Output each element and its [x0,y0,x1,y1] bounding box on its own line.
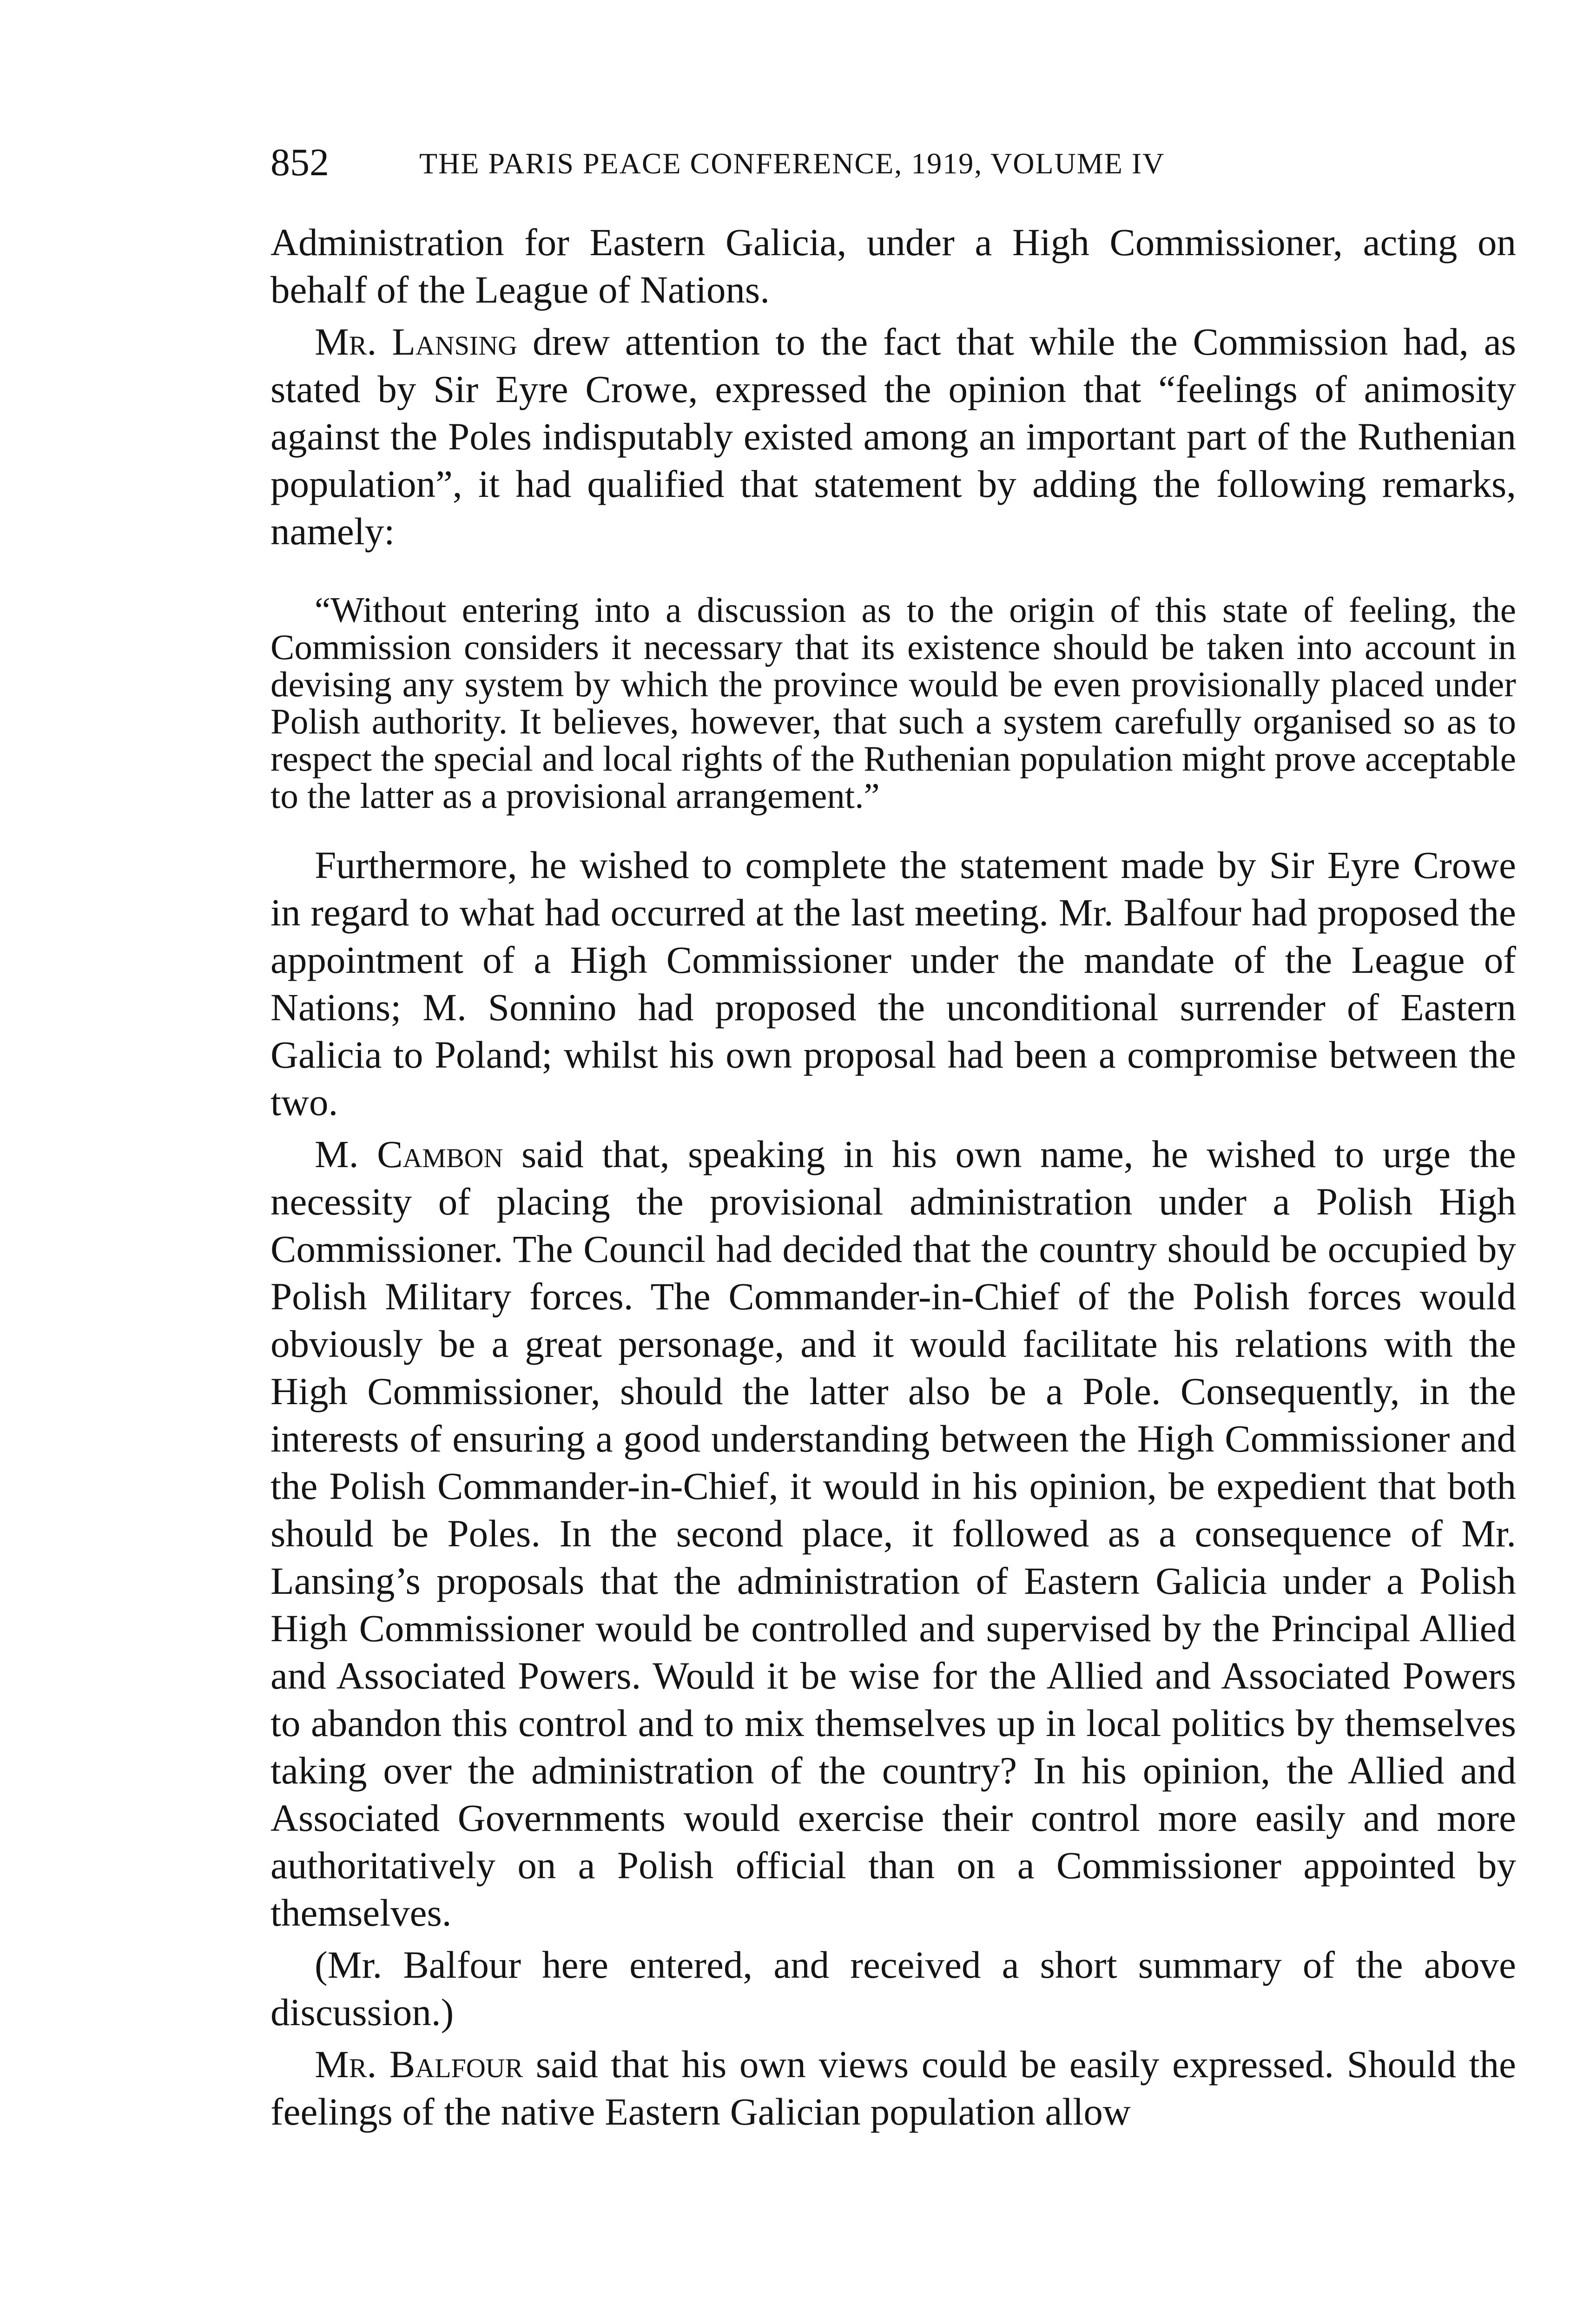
paragraph-cambon [270,1130,1516,1936]
paragraph-text: drew attention to the fact that while the Commission had, as stated by Sir Eyre Crowe, expressed the opinion that “feelings of animosity against the Poles indisputably existed among an important part of the Ruthenian population”, it had qualified that statement by adding the following remarks, namely: [270,320,1516,553]
page-number: 852 [270,141,329,184]
speaker-name: M. Cambon [315,1133,503,1175]
page-header [270,139,1497,200]
paragraph-text: said that, speaking in his own name, he wished to urge the necessity of placing the provisional administration under a Polish High Commissioner. The Council had decided that the country should be occupied by Polish Military forces. The Commander-in-Chief of the Polish forces would obviously be a great personage, and it would facilitate his relations with the High Commissioner, should the latter also be a Pole. Consequently, in the interests of ensuring a good understanding between the High Commissioner and the Polish Commander-in-Chief, it would in his opinion, be expedient that both should be Poles. In the second place, it followed as a consequence of Mr. Lansing’s proposals that the administration of Eastern Galicia under a Polish High Commissioner would be controlled and supervised by the Principal Allied and Associated Powers. Would it be wise for the Allied and Associated Powers to abandon this control and to mix themselves up in local politics by themselves taking over the administration of the country? In his opinion, the Allied and Associated Governments would exercise their control more easily and more authoritatively on a Polish official than on a Commissioner appointed by themselves. [270,1133,1516,1934]
paragraph-text: said that his own views could be easily expressed. Should the feelings of the native Eastern Galician population allow [270,2043,1516,2133]
paragraph-balfour [270,2040,1516,2135]
body-text [270,218,1516,2135]
paragraph-furthermore: Furthermore, he wished to complete the statement made by Sir Eyre Crowe in regard to what had occurred at the last meeting. Mr. Balfour had proposed the appointment of a High Commissioner under the mandate of the League of Nations; M. Sonnino had proposed the unconditional surrender of Eastern Galicia to Poland; whilst his own proposal had been a compromise between the two. [270,844,1516,1123]
speaker-name: Mr. Lansing [315,320,518,363]
paragraph-balfour-entered: (Mr. Balfour here entered, and received a short summary of the above discussion.) [270,1943,1516,2034]
speaker-name: Mr. Balfour [315,2043,523,2086]
paragraph-continuation: Administration for Eastern Galicia, under a High Commissioner, acting on behalf of the League of Nations. [270,221,1516,311]
paragraph-lansing [270,318,1516,555]
running-title: THE PARIS PEACE CONFERENCE, 1919, VOLUME IV [419,147,1165,180]
block-quote: “Without entering into a discussion as to the origin of this state of feeling, the Commission considers it necessary that its existence should be taken into account in devising any system by which the province would be even provisionally placed under Polish authority. It believes, however, that such a system carefully organised so as to respect the special and local rights of the Ruthenian population might prove acceptable to the latter as a provisional arrangement.” [270,590,1516,816]
